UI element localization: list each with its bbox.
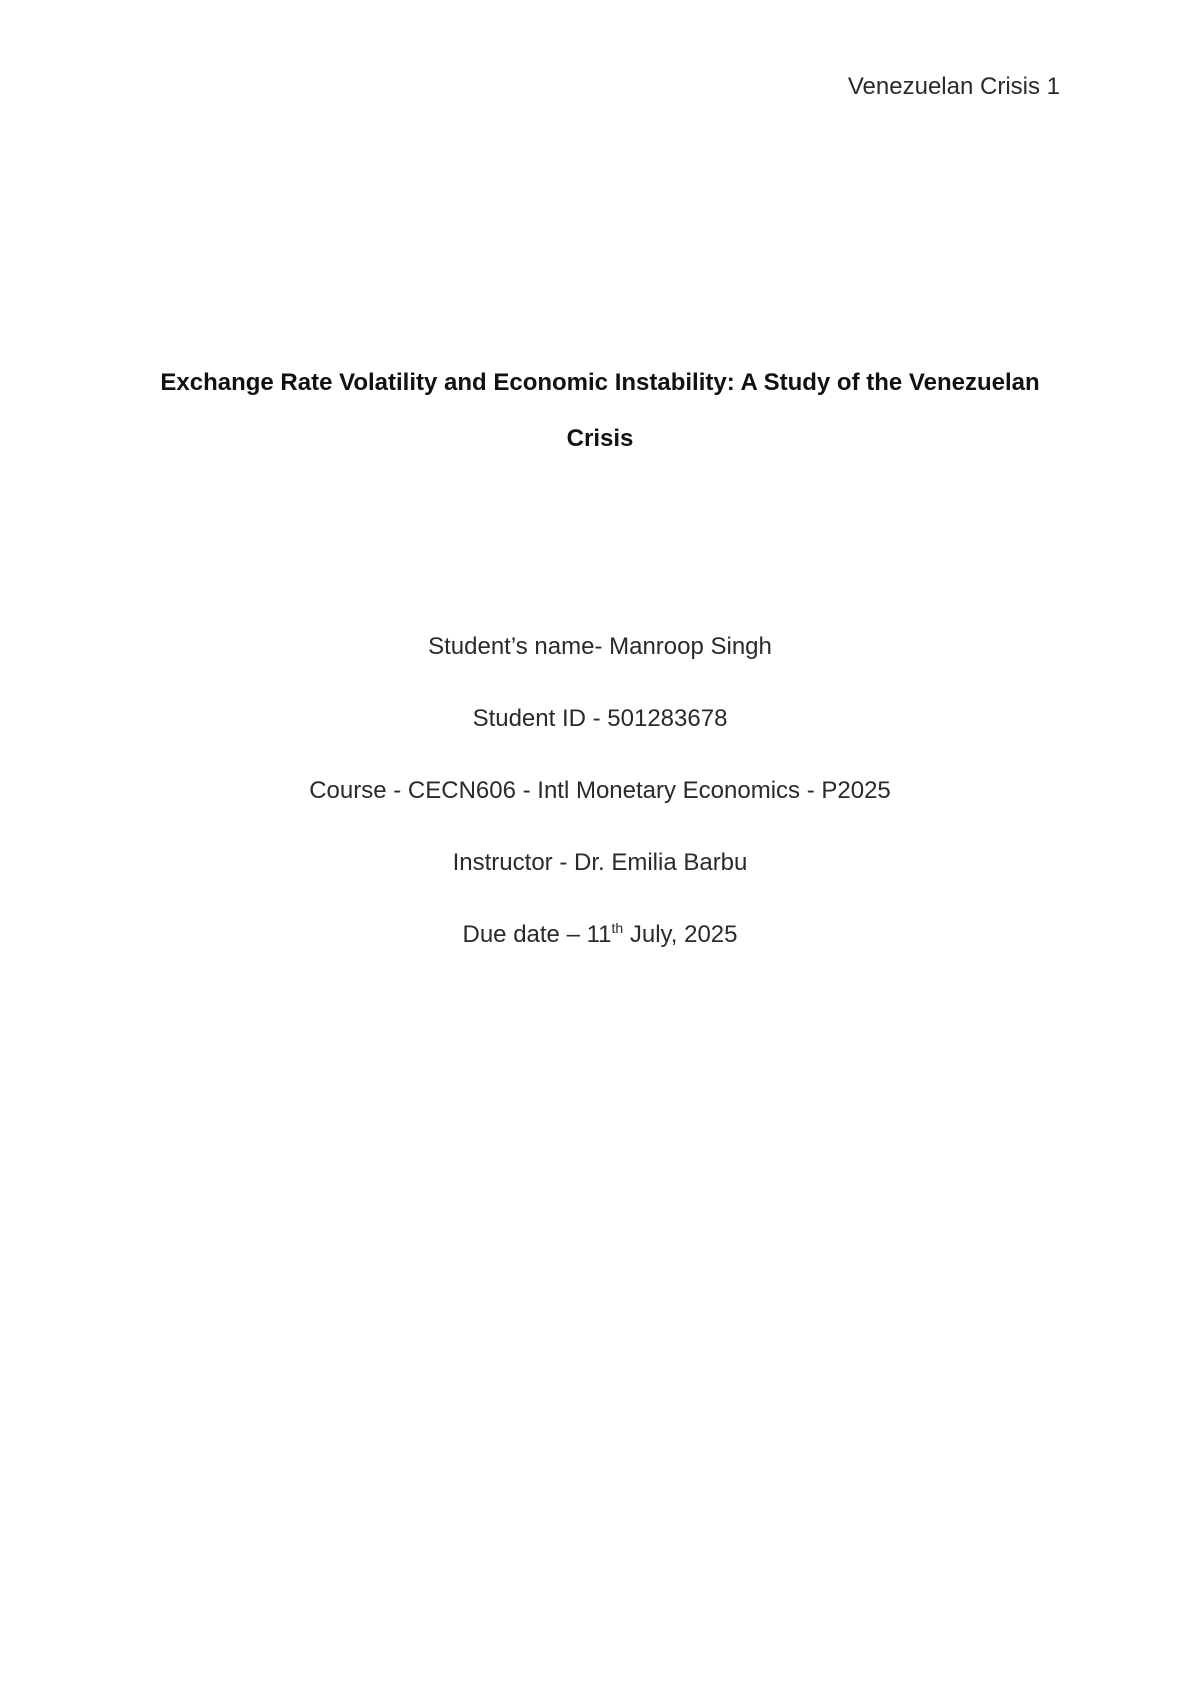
running-head: Venezuelan Crisis 1 (847, 73, 1060, 100)
due-date-prefix: Due date – 11 (462, 921, 612, 948)
title-line-2: Crisis (566, 425, 634, 452)
due-date (120, 920, 1080, 950)
course-info: Course - CECN606 - Intl Monetary Economics - P2025 (309, 777, 891, 804)
student-name: Student’s name- Manroop Singh (428, 633, 772, 660)
due-date-superscript: th (611, 920, 624, 936)
due-date-suffix: July, 2025 (623, 921, 738, 948)
paper-title (120, 355, 1080, 467)
instructor-info: Instructor - Dr. Emilia Barbu (452, 849, 748, 876)
student-id: Student ID - 501283678 (472, 705, 728, 732)
title-line-1: Exchange Rate Volatility and Economic Instability: A Study of the Venezuelan (160, 369, 1040, 396)
